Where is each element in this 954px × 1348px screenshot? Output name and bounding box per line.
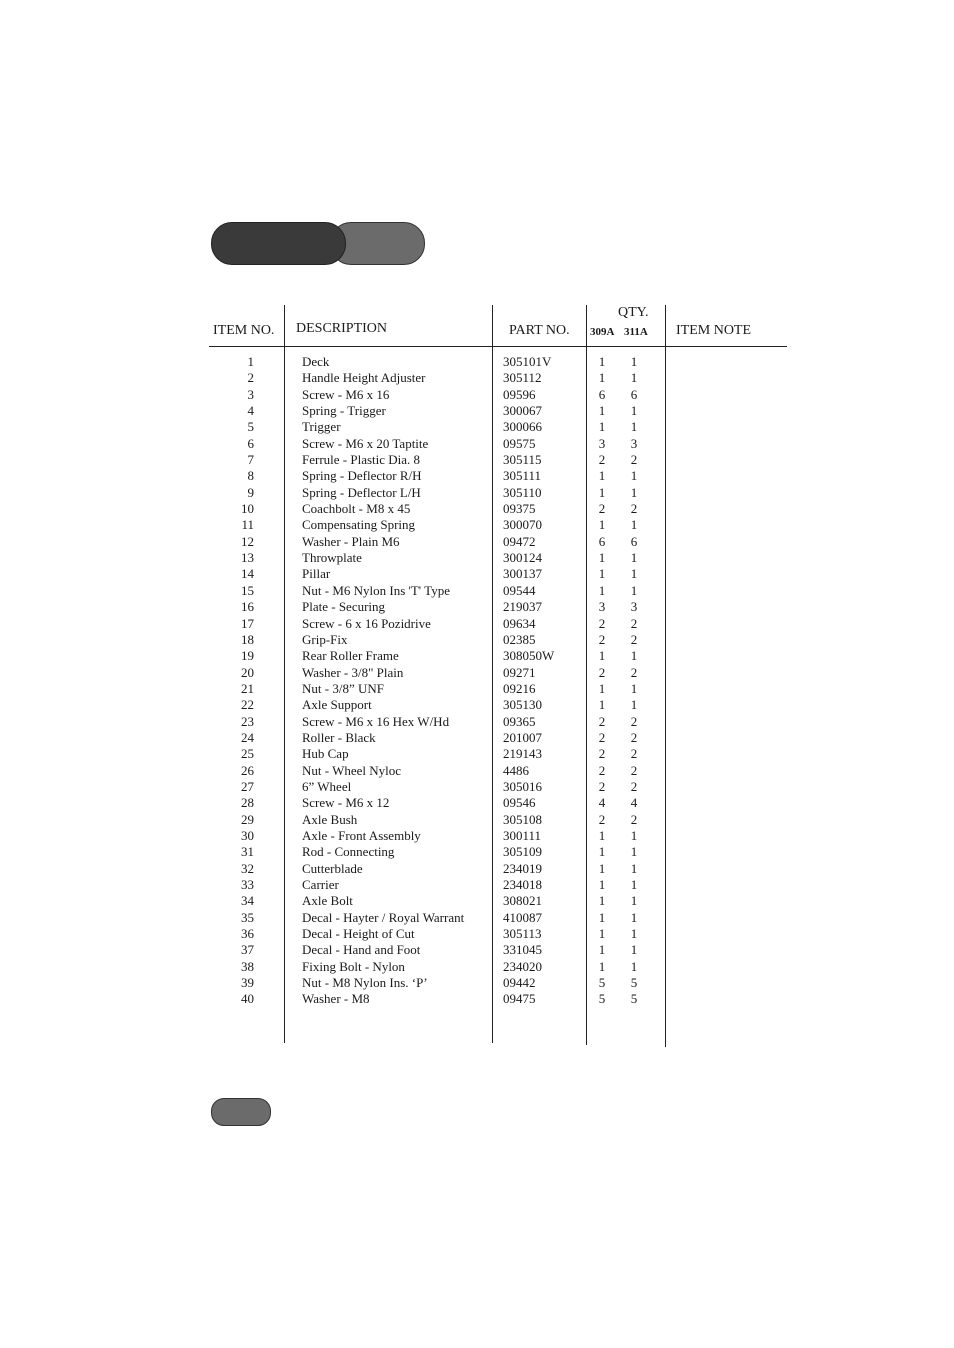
qty-309a: 1 (598, 517, 606, 533)
qty-309a: 2 (598, 452, 606, 468)
item-description: Nut - M8 Nylon Ins. ‘P’ (302, 975, 428, 991)
part-number: 305115 (503, 452, 542, 468)
qty-309a: 1 (598, 893, 606, 909)
table-row (0, 534, 954, 550)
item-number: 33 (241, 877, 254, 892)
qty-311a: 5 (630, 975, 638, 991)
part-number: 300066 (503, 419, 542, 435)
part-number: 219143 (503, 746, 542, 762)
table-row (0, 566, 954, 582)
table-row (0, 452, 954, 468)
part-number: 09375 (503, 501, 536, 517)
part-number: 09575 (503, 435, 536, 451)
table-row (0, 583, 954, 599)
table-row (0, 517, 954, 533)
table-row (0, 746, 954, 762)
item-number: 27 (241, 778, 254, 794)
item-number: 10 (241, 501, 254, 517)
qty-309a: 1 (598, 403, 606, 419)
qty-311a: 2 (630, 746, 638, 762)
part-number: 02385 (503, 631, 536, 647)
item-number: 31 (241, 844, 254, 860)
qty-309a: 1 (598, 484, 606, 500)
table-row (0, 910, 954, 926)
qty-309a: 2 (598, 778, 606, 794)
table-row (0, 844, 954, 860)
item-description: Nut - M6 Nylon Ins 'T' Type (302, 582, 450, 598)
part-number: 300067 (503, 403, 542, 419)
qty-311a: 1 (630, 517, 638, 533)
item-description: Spring - Trigger (302, 403, 386, 419)
page-number-badge (211, 1098, 271, 1126)
table-row (0, 893, 954, 909)
item-number: 9 (247, 484, 254, 500)
table-row (0, 387, 954, 403)
parts-table-body (0, 354, 954, 1008)
qty-309a: 2 (598, 762, 606, 778)
item-number: 26 (241, 762, 254, 778)
item-number: 36 (241, 926, 254, 942)
qty-309a: 2 (598, 713, 606, 729)
qty-309a: 3 (598, 435, 606, 451)
qty-311a: 2 (630, 615, 638, 631)
item-number: 22 (241, 697, 254, 713)
table-row (0, 926, 954, 942)
part-number: 305113 (503, 926, 542, 942)
qty-309a: 1 (598, 680, 606, 696)
item-number: 19 (241, 648, 254, 664)
item-description: Nut - Wheel Nyloc (302, 762, 402, 778)
qty-309a: 2 (598, 631, 606, 647)
qty-309a: 1 (598, 550, 606, 566)
header-item-note: ITEM NOTE (676, 323, 752, 338)
qty-309a: 5 (598, 991, 606, 1007)
table-row (0, 436, 954, 452)
qty-309a: 1 (598, 909, 606, 925)
item-number: 18 (241, 631, 254, 647)
part-number: 305109 (503, 844, 542, 860)
table-row (0, 697, 954, 713)
qty-311a: 3 (630, 435, 638, 451)
qty-311a: 1 (630, 877, 638, 892)
header-qty-311a: 311A (624, 326, 648, 338)
item-description: Coachbolt - M8 x 45 (302, 501, 411, 517)
qty-311a: 1 (630, 354, 638, 369)
table-row (0, 730, 954, 746)
table-row (0, 403, 954, 419)
part-number: 234018 (503, 877, 542, 892)
part-number: 09634 (503, 615, 536, 631)
qty-309a: 1 (598, 370, 606, 386)
item-number: 5 (247, 419, 254, 435)
item-description: Decal - Height of Cut (302, 926, 415, 942)
header-divider (209, 346, 787, 347)
qty-309a: 1 (598, 844, 606, 860)
qty-309a: 1 (598, 468, 606, 484)
item-description: Grip-Fix (302, 631, 348, 647)
qty-309a: 1 (598, 942, 606, 958)
qty-311a: 2 (630, 631, 638, 647)
item-description: 6” Wheel (302, 778, 352, 794)
part-number: 308050W (503, 648, 555, 664)
qty-309a: 4 (598, 795, 606, 811)
part-number: 09365 (503, 713, 536, 729)
item-description: Washer - 3/8" Plain (302, 664, 404, 680)
item-description: Ferrule - Plastic Dia. 8 (302, 452, 421, 468)
item-number: 17 (241, 615, 254, 631)
table-row (0, 419, 954, 435)
table-row (0, 599, 954, 615)
qty-311a: 1 (630, 550, 638, 566)
qty-311a: 1 (630, 370, 638, 386)
item-description: Screw - M6 x 16 Hex W/Hd (302, 713, 450, 729)
item-number: 20 (241, 664, 254, 680)
qty-311a: 1 (630, 860, 638, 876)
qty-309a: 5 (598, 975, 606, 991)
qty-309a: 1 (598, 877, 606, 892)
item-number: 30 (241, 827, 254, 843)
part-number: 4486 (503, 762, 529, 778)
qty-309a: 1 (598, 958, 606, 974)
part-number: 308021 (503, 893, 542, 909)
part-number: 300070 (503, 517, 542, 533)
table-row (0, 370, 954, 386)
table-row (0, 550, 954, 566)
item-number: 25 (241, 746, 254, 762)
part-number: 305112 (503, 370, 542, 386)
table-row (0, 501, 954, 517)
item-description: Washer - M8 (302, 991, 370, 1007)
item-description: Screw - 6 x 16 Pozidrive (302, 615, 431, 631)
part-number: 09546 (503, 795, 536, 811)
part-number: 09475 (503, 991, 536, 1007)
part-number: 300111 (503, 827, 542, 843)
item-number: 40 (241, 991, 254, 1007)
qty-309a: 2 (598, 664, 606, 680)
qty-311a: 2 (630, 762, 638, 778)
qty-311a: 1 (630, 926, 638, 942)
item-description: Throwplate (302, 550, 362, 566)
qty-311a: 2 (630, 713, 638, 729)
part-number: 300137 (503, 566, 542, 582)
part-number: 234020 (503, 958, 542, 974)
part-number: 305101V (503, 354, 552, 369)
qty-311a: 1 (630, 958, 638, 974)
item-description: Screw - M6 x 16 (302, 386, 390, 402)
item-number: 39 (241, 975, 254, 991)
qty-309a: 1 (598, 697, 606, 713)
item-number: 3 (247, 386, 254, 402)
qty-309a: 1 (598, 419, 606, 435)
item-description: Rod - Connecting (302, 844, 395, 860)
part-number: 09216 (503, 680, 536, 696)
table-row (0, 616, 954, 632)
item-description: Axle Bush (302, 811, 358, 827)
table-row (0, 975, 954, 991)
qty-311a: 2 (630, 729, 638, 745)
item-description: Carrier (302, 877, 339, 892)
qty-309a: 2 (598, 811, 606, 827)
qty-311a: 1 (630, 844, 638, 860)
item-description: Pillar (302, 566, 331, 582)
item-description: Cutterblade (302, 860, 363, 876)
table-row (0, 714, 954, 730)
part-number: 410087 (503, 909, 542, 925)
qty-311a: 1 (630, 827, 638, 843)
qty-311a: 1 (630, 403, 638, 419)
qty-311a: 2 (630, 501, 638, 517)
qty-311a: 1 (630, 468, 638, 484)
item-number: 16 (241, 599, 254, 615)
item-number: 12 (241, 533, 254, 549)
qty-311a: 2 (630, 811, 638, 827)
section-tab-dark (211, 222, 346, 265)
item-description: Decal - Hayter / Royal Warrant (302, 909, 465, 925)
item-number: 38 (241, 958, 254, 974)
item-description: Trigger (302, 419, 341, 435)
item-description: Deck (302, 354, 330, 369)
item-description: Compensating Spring (302, 517, 416, 533)
item-number: 15 (241, 582, 254, 598)
item-number: 29 (241, 811, 254, 827)
table-row (0, 942, 954, 958)
qty-309a: 1 (598, 926, 606, 942)
item-number: 6 (247, 435, 254, 451)
qty-311a: 2 (630, 778, 638, 794)
table-row (0, 485, 954, 501)
qty-311a: 1 (630, 484, 638, 500)
qty-311a: 2 (630, 664, 638, 680)
item-number: 32 (241, 860, 254, 876)
table-row (0, 763, 954, 779)
item-number: 13 (241, 550, 254, 566)
part-number: 300124 (503, 550, 542, 566)
item-number: 24 (241, 729, 254, 745)
table-row (0, 959, 954, 975)
qty-309a: 1 (598, 648, 606, 664)
part-number: 219037 (503, 599, 542, 615)
table-row (0, 354, 954, 370)
item-description: Spring - Deflector L/H (302, 484, 421, 500)
item-number: 1 (247, 354, 254, 369)
qty-311a: 1 (630, 648, 638, 664)
item-number: 8 (247, 468, 254, 484)
table-row (0, 632, 954, 648)
item-number: 11 (241, 517, 254, 533)
item-number: 34 (241, 893, 254, 909)
item-number: 7 (247, 452, 254, 468)
qty-311a: 4 (630, 795, 638, 811)
table-row (0, 991, 954, 1007)
qty-311a: 1 (630, 582, 638, 598)
part-number: 09442 (503, 975, 536, 991)
table-row (0, 812, 954, 828)
part-number: 201007 (503, 729, 542, 745)
item-description: Plate - Securing (302, 599, 386, 615)
item-number: 35 (241, 909, 254, 925)
qty-311a: 1 (630, 697, 638, 713)
header-qty-309a: 309A (590, 326, 615, 338)
table-row (0, 877, 954, 893)
header-qty: QTY. (618, 305, 649, 320)
item-description: Washer - Plain M6 (302, 533, 400, 549)
qty-309a: 1 (598, 582, 606, 598)
part-number: 09472 (503, 533, 536, 549)
qty-311a: 1 (630, 680, 638, 696)
item-description: Roller - Black (302, 729, 376, 745)
part-number: 331045 (503, 942, 542, 958)
item-description: Nut - 3/8” UNF (302, 680, 384, 696)
part-number: 305111 (503, 468, 542, 484)
item-description: Screw - M6 x 12 (302, 795, 390, 811)
part-number: 305130 (503, 697, 542, 713)
item-description: Fixing Bolt - Nylon (302, 958, 405, 974)
table-row (0, 828, 954, 844)
item-number: 2 (247, 370, 254, 386)
part-number: 305110 (503, 484, 542, 500)
table-row (0, 648, 954, 664)
item-description: Handle Height Adjuster (302, 370, 426, 386)
item-description: Axle - Front Assembly (302, 827, 421, 843)
qty-309a: 6 (598, 533, 606, 549)
qty-309a: 1 (598, 566, 606, 582)
part-number: 09596 (503, 386, 536, 402)
part-number: 09271 (503, 664, 536, 680)
table-row (0, 779, 954, 795)
table-row (0, 468, 954, 484)
item-number: 37 (241, 942, 254, 958)
header-description: DESCRIPTION (296, 321, 388, 336)
qty-311a: 5 (630, 991, 638, 1007)
qty-311a: 1 (630, 419, 638, 435)
item-description: Hub Cap (302, 746, 349, 762)
item-description: Spring - Deflector R/H (302, 468, 422, 484)
item-number: 4 (247, 403, 254, 419)
qty-311a: 1 (630, 893, 638, 909)
qty-311a: 6 (630, 533, 638, 549)
qty-311a: 2 (630, 452, 638, 468)
qty-309a: 3 (598, 599, 606, 615)
qty-309a: 2 (598, 615, 606, 631)
qty-309a: 1 (598, 860, 606, 876)
item-number: 23 (241, 713, 254, 729)
item-description: Screw - M6 x 20 Taptite (302, 435, 429, 451)
header-item-no: ITEM NO. (213, 323, 275, 338)
table-row (0, 681, 954, 697)
item-number: 28 (241, 795, 254, 811)
qty-309a: 1 (598, 354, 606, 369)
item-number: 14 (241, 566, 254, 582)
qty-309a: 6 (598, 386, 606, 402)
qty-311a: 3 (630, 599, 638, 615)
qty-309a: 1 (598, 827, 606, 843)
qty-309a: 2 (598, 729, 606, 745)
table-row (0, 795, 954, 811)
qty-311a: 1 (630, 942, 638, 958)
qty-311a: 1 (630, 566, 638, 582)
qty-309a: 2 (598, 746, 606, 762)
part-number: 305016 (503, 778, 542, 794)
item-description: Decal - Hand and Foot (302, 942, 421, 958)
qty-309a: 2 (598, 501, 606, 517)
item-description: Axle Support (302, 697, 372, 713)
table-row (0, 861, 954, 877)
part-number: 09544 (503, 582, 536, 598)
item-number: 21 (241, 680, 254, 696)
part-number: 305108 (503, 811, 542, 827)
table-row (0, 665, 954, 681)
item-description: Rear Roller Frame (302, 648, 399, 664)
qty-311a: 6 (630, 386, 638, 402)
header-part-no: PART NO. (509, 323, 570, 338)
qty-311a: 1 (630, 909, 638, 925)
part-number: 234019 (503, 860, 542, 876)
item-description: Axle Bolt (302, 893, 353, 909)
